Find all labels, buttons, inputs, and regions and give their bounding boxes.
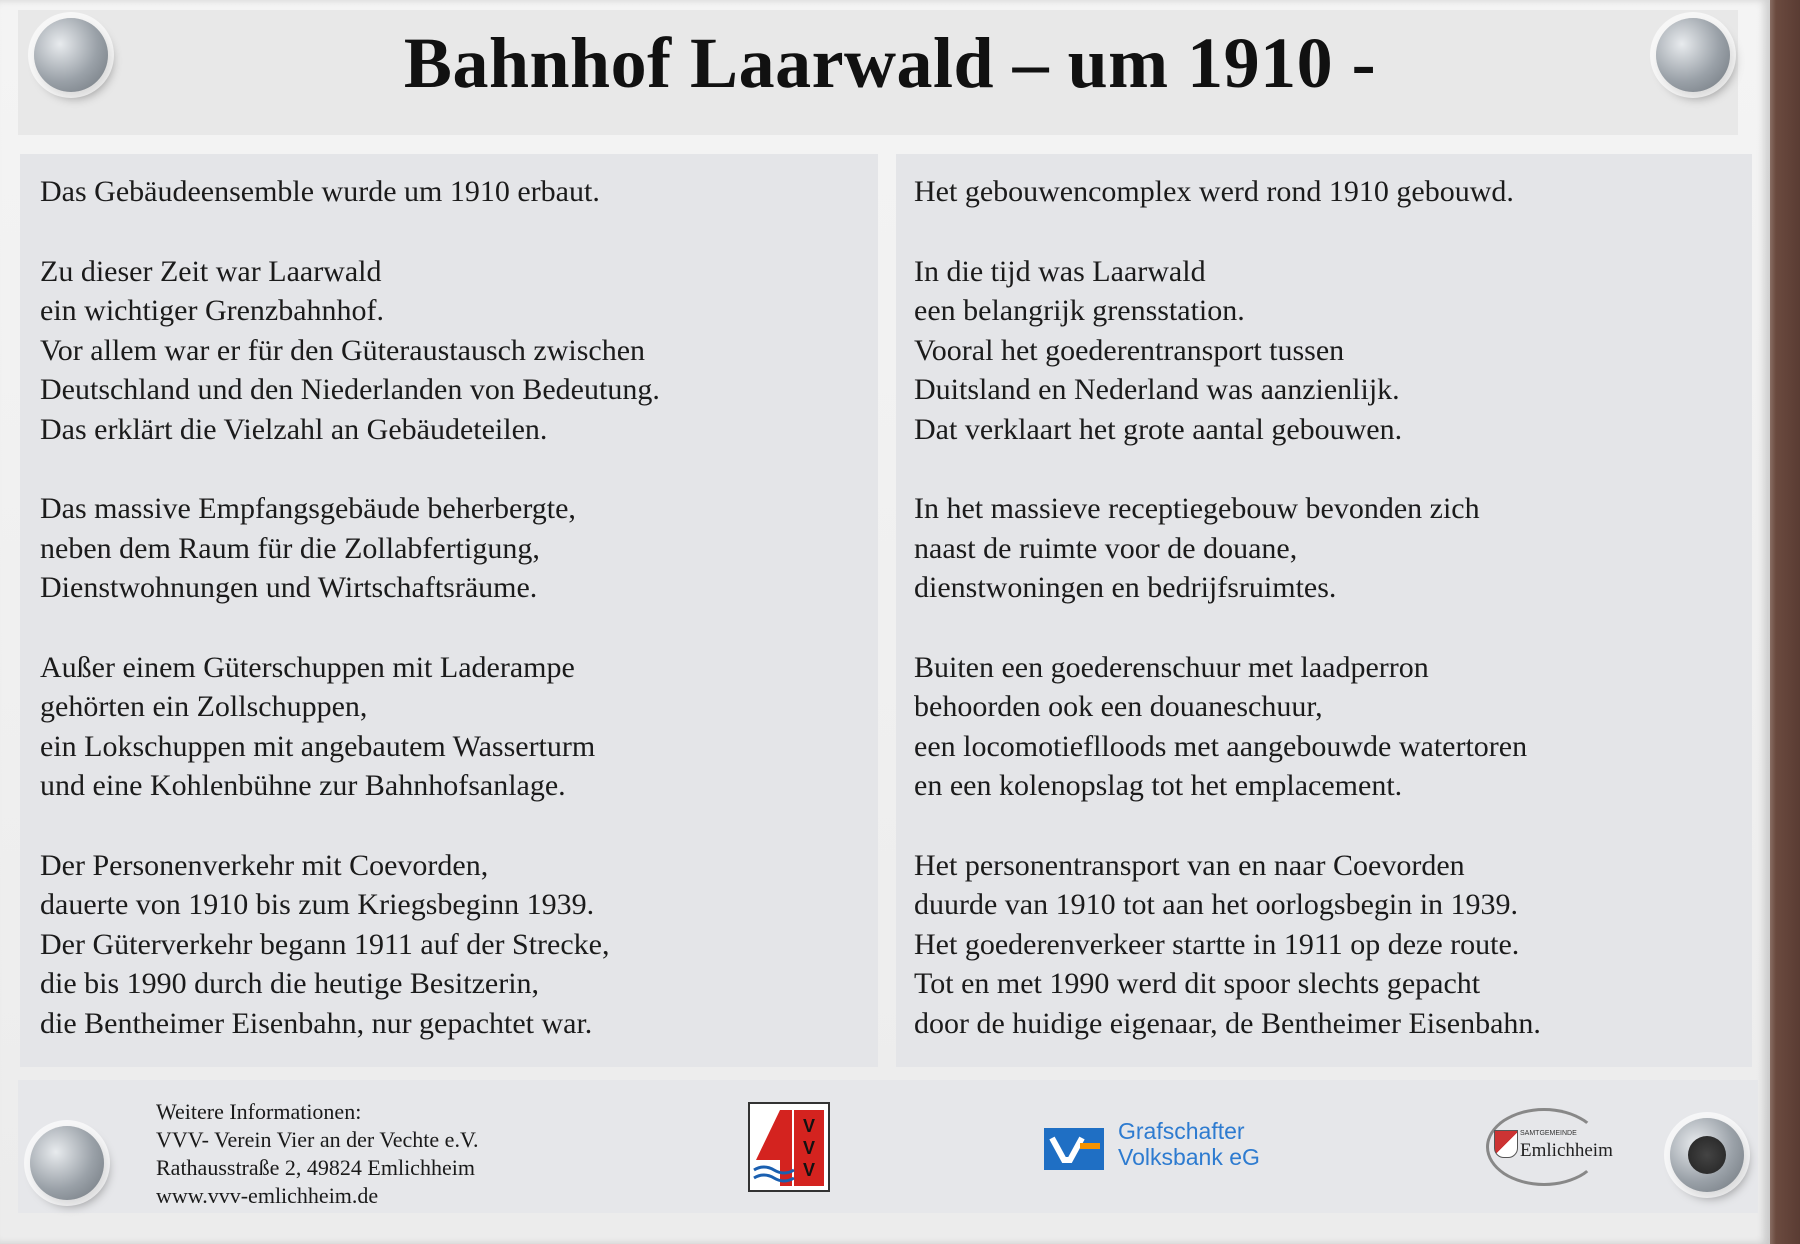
text-line: Het gebouwencomplex werd rond 1910 gebouwd.	[914, 175, 1514, 208]
text-line: Das erklärt die Vielzahl an Gebäudeteilen.	[40, 412, 548, 446]
text-line: een locomotieflloods met aangebouwde watertoren	[914, 729, 1528, 763]
paragraph	[914, 648, 1742, 806]
text-line: Dienstwohnungen und Wirtschaftsräume.	[40, 571, 538, 604]
bank-line: Grafschafter	[1118, 1118, 1245, 1144]
paragraph	[40, 648, 868, 806]
text-line: door de huidige eigenaar, de Bentheimer Eisenbahn.	[914, 1006, 1541, 1040]
text-line: Buiten een goederenschuur met laadperron	[914, 650, 1429, 684]
paragraph	[40, 489, 868, 608]
text-line: Vor allem war er für den Güteraustausch zwischen	[40, 333, 646, 367]
text-line: Außer einem Güterschuppen mit Laderampe	[40, 650, 575, 684]
text-line: Das massive Empfangsgebäude beherbergte,	[40, 492, 576, 525]
vvv-letter: V	[802, 1138, 816, 1158]
bank-line: Volksbank eG	[1118, 1144, 1260, 1170]
text-line: naast de ruimte voor de douane,	[914, 531, 1298, 565]
vvv-logo-graphic	[750, 1104, 828, 1190]
samtgemeinde-emlichheim-logo	[1476, 1100, 1636, 1188]
vvv-letter: V	[802, 1116, 816, 1136]
paragraph	[40, 252, 868, 450]
text-line: ein Lokschuppen mit angebautem Wasserturm	[40, 729, 596, 763]
text-line: dauerte von 1910 bis zum Kriegsbeginn 1939.	[40, 888, 595, 921]
text-line: und eine Kohlenbühne zur Bahnhofsanlage.	[40, 769, 566, 802]
text-line: duurde van 1910 tot aan het oorlogsbegin in 1939.	[914, 888, 1519, 921]
text-line: Duitsland en Nederland was aanzienlijk.	[914, 373, 1400, 406]
text-line: Das Gebäudeensemble wurde um 1910 erbaut.	[40, 175, 600, 208]
german-text-panel	[20, 154, 878, 1067]
text-line: Het goederenverkeer startte in 1911 op deze route.	[914, 927, 1520, 961]
text-line: Der Güterverkehr begann 1911 auf der Strecke,	[40, 927, 610, 961]
text-line: die bis 1990 durch die heutige Besitzerin,	[40, 967, 540, 1000]
text-line: Zu dieser Zeit war Laarwald	[40, 254, 382, 288]
text-line: Vooral het goederentransport tussen	[914, 333, 1345, 367]
text-line: In het massieve receptiegebouw bevonden zich	[914, 492, 1480, 525]
volksbank-name	[1118, 1118, 1260, 1170]
dutch-text	[914, 172, 1742, 1083]
text-line: neben dem Raum für die Zollabfertigung,	[40, 531, 540, 565]
mounting-screw-icon	[1670, 1118, 1744, 1192]
mounting-bolt-icon	[1656, 18, 1730, 92]
contact-info	[156, 1098, 479, 1210]
mounting-bolt-icon	[30, 1126, 104, 1200]
german-text	[40, 172, 868, 1083]
volksbank-mark-icon	[1044, 1128, 1104, 1170]
text-line: Tot en met 1990 werd dit spoor slechts gepacht	[914, 967, 1481, 1000]
sign-title: Bahnhof Laarwald – um 1910 -	[403, 23, 1377, 103]
paragraph	[914, 172, 1742, 212]
text-line: ein wichtiger Grenzbahnhof.	[40, 294, 385, 327]
contact-line: www.vvv-emlichheim.de	[156, 1183, 379, 1208]
text-line: die Bentheimer Eisenbahn, nur gepachtet war.	[40, 1006, 593, 1040]
text-line: Deutschland und den Niederlanden von Bedeutung.	[40, 373, 660, 406]
paragraph	[914, 489, 1742, 608]
paragraph	[40, 846, 868, 1044]
text-line: Dat verklaart het grote aantal gebouwen.	[914, 412, 1403, 446]
text-line: dienstwoningen en bedrijfsruimtes.	[914, 571, 1337, 604]
mounting-bolt-icon	[34, 18, 108, 92]
text-line: Het personentransport van en naar Coevorden	[914, 848, 1465, 882]
text-line: gehörten ein Zollschuppen,	[40, 690, 368, 723]
text-line: behoorden ook een douaneschuur,	[914, 690, 1323, 723]
dutch-text-panel	[896, 154, 1752, 1067]
sign-footer	[18, 1080, 1758, 1213]
contact-line: Weitere Informationen:	[156, 1099, 362, 1124]
contact-line: VVV- Verein Vier an der Vechte e.V.	[156, 1127, 479, 1152]
municipality-label: SAMTGEMEINDE	[1520, 1130, 1577, 1137]
vvv-letter: V	[802, 1160, 816, 1180]
contact-line: Rathausstraße 2, 49824 Emlichheim	[156, 1155, 475, 1180]
text-line: Der Personenverkehr mit Coevorden,	[40, 848, 489, 882]
text-line: In die tijd was Laarwald	[914, 254, 1206, 288]
crest-icon	[1494, 1130, 1518, 1158]
municipality-name: Emlichheim	[1520, 1140, 1613, 1161]
paragraph	[914, 846, 1742, 1044]
paragraph	[40, 172, 868, 212]
text-line: en een kolenopslag tot het emplacement.	[914, 769, 1403, 802]
vvv-logo	[748, 1102, 830, 1192]
paragraph	[914, 252, 1742, 450]
text-line: een belangrijk grensstation.	[914, 294, 1245, 327]
